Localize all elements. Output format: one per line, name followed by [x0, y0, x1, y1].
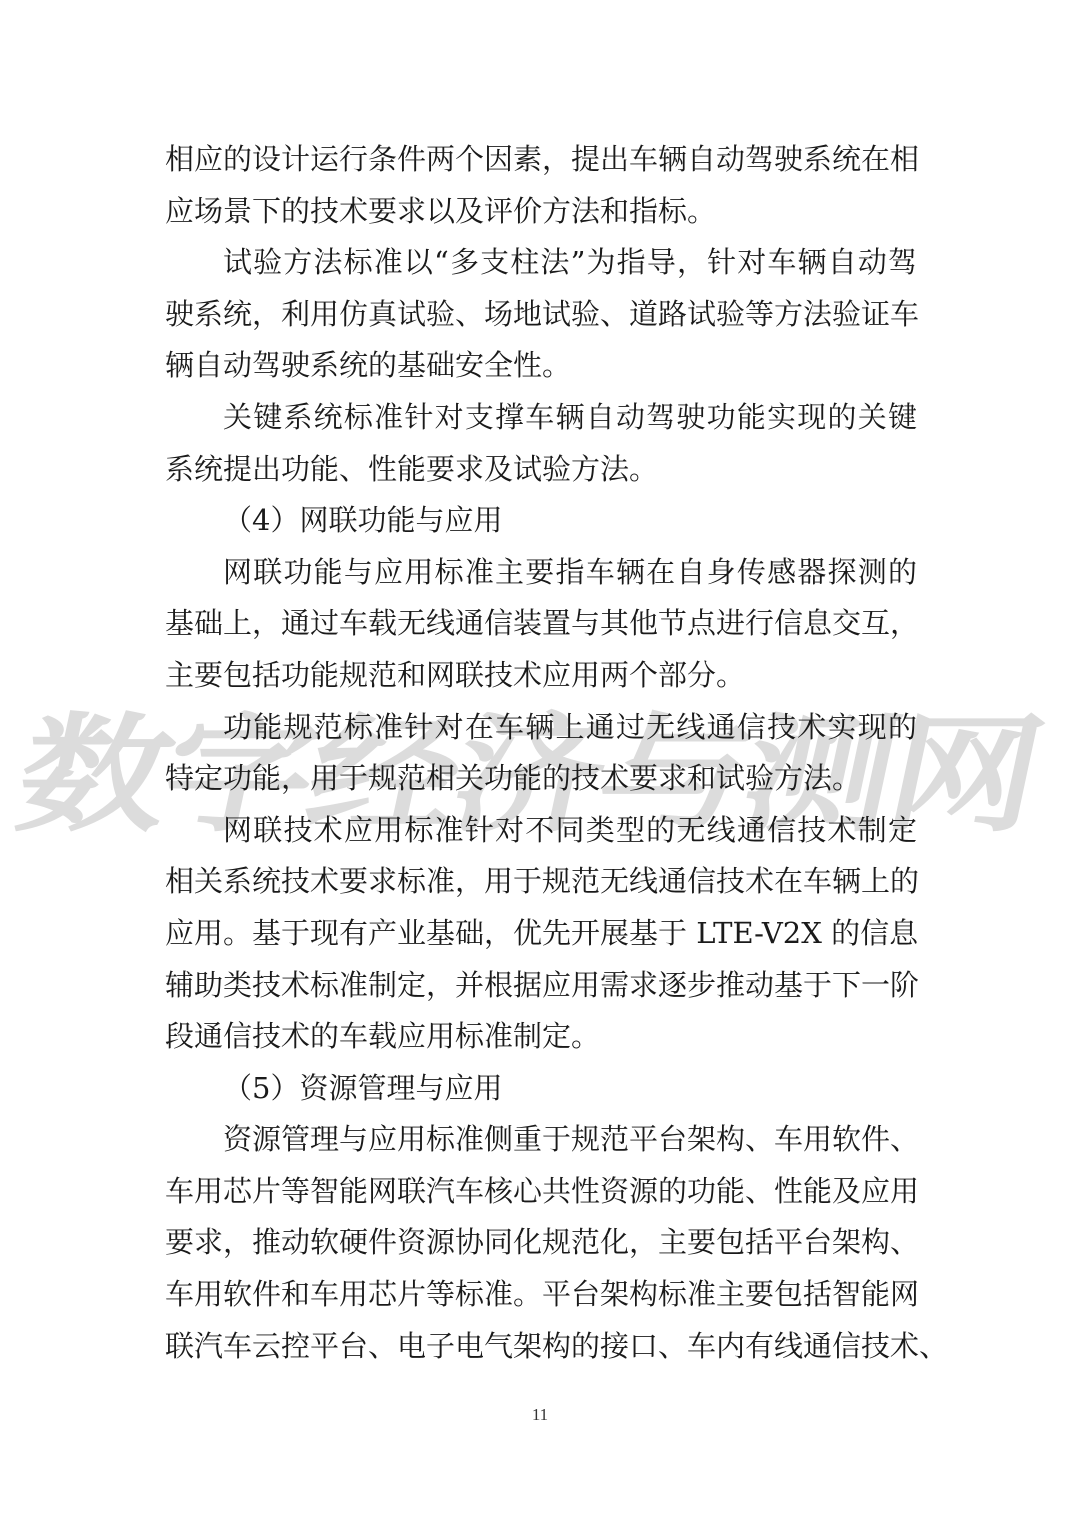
section-heading: （4）网联功能与应用	[223, 503, 503, 538]
text-line: 车用软件和车用芯片等标准。平台架构标准主要包括智能网	[165, 1277, 920, 1312]
text-line: 关键系统标准针对支撑车辆自动驾驶功能实现的关键	[223, 399, 917, 434]
text-line: 资源管理与应用标准侧重于规范平台架构、车用软件、	[223, 1122, 920, 1157]
text-line: 辆自动驾驶系统的基础安全性。	[165, 348, 572, 383]
watermark-char: 济	[439, 700, 616, 850]
text-line: 联汽车云控平台、电子电气架构的接口、车内有线通信技术、	[165, 1328, 949, 1363]
watermark-char: 测	[729, 700, 906, 850]
body-text	[165, 134, 949, 1372]
text-line: 要求，推动软硬件资源协同化规范化，主要包括平台架构、	[165, 1225, 920, 1260]
text-line: 车用芯片等智能网联汽车核心共性资源的功能、性能及应用	[165, 1173, 920, 1208]
text-line: 网联技术应用标准针对不同类型的无线通信技术制定	[223, 812, 917, 847]
text-line: 驶系统，利用仿真试验、场地试验、道路试验等方法验证车	[165, 296, 920, 331]
text-line: 应用。基于现有产业基础，优先开展基于 LTE-V2X 的信息	[165, 915, 919, 950]
text-line: 系统提出功能、性能要求及试验方法。	[165, 451, 659, 486]
watermark-char: 经	[294, 700, 471, 850]
text-line: 基础上，通过车载无线通信装置与其他节点进行信息交互，	[165, 606, 920, 641]
text-line: 功能规范标准针对在车辆上通过无线通信技术实现的	[223, 709, 917, 744]
text-line: 辅助类技术标准制定，并根据应用需求逐步推动基于下一阶	[165, 967, 920, 1002]
text-line: 相应的设计运行条件两个因素，提出车辆自动驾驶系统在相	[165, 142, 920, 176]
text-line: 主要包括功能规范和网联技术应用两个部分。	[165, 657, 746, 692]
text-line: 应场景下的技术要求以及评价方法和指标。	[165, 193, 717, 228]
text-line: 试验方法标准以“多支柱法”为指导，针对车辆自动驾	[223, 245, 917, 280]
text-line: 段通信技术的车载应用标准制定。	[165, 1019, 601, 1054]
text-line: 相关系统技术要求标准，用于规范无线通信技术在车辆上的	[165, 864, 920, 899]
watermark-char: 字	[149, 700, 326, 850]
watermark-char: 网	[874, 700, 1051, 850]
text-line: 网联功能与应用标准主要指车辆在自身传感器探测的	[223, 554, 917, 589]
section-heading: （5）资源管理与应用	[223, 1070, 503, 1105]
watermark-char: 与	[584, 700, 761, 850]
text-line: 特定功能，用于规范相关功能的技术要求和试验方法。	[165, 761, 862, 796]
page-number: 11	[531, 1405, 549, 1424]
watermark-char: 数	[4, 700, 181, 850]
